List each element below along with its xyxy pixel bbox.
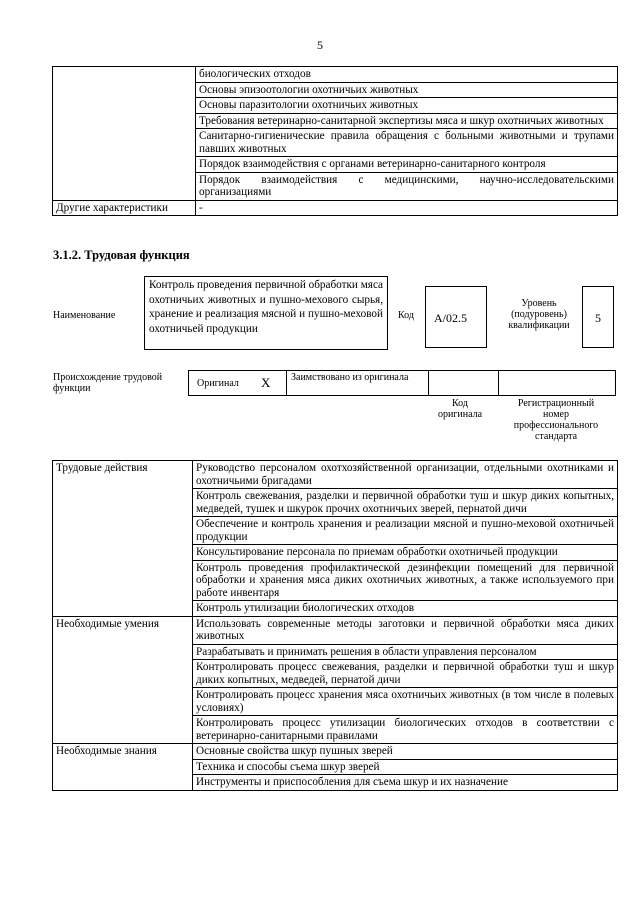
characteristic-cell: Основы паразитологии охотничьих животных — [196, 98, 618, 114]
group-item-cell: Инструменты и приспособления для съема шкур и их назначение — [193, 775, 618, 791]
group-item-cell: Контролировать процесс хранения мяса охотничьих животных (в том числе в полевых условиях) — [193, 688, 618, 716]
characteristic-cell: - — [196, 200, 618, 216]
page-number: 5 — [317, 38, 323, 52]
group-item-cell: Контроль проведения профилактической дезинфекции помещений для первичной обработки и хранения мяса диких охотничьих животных, а также используемого при работе инвентаря — [193, 560, 618, 601]
group-title-cell: Необходимые умения — [53, 616, 193, 744]
row-header-cell — [53, 67, 196, 201]
level-box — [582, 286, 614, 348]
level-value: 5 — [595, 311, 601, 325]
table-row — [53, 67, 618, 83]
origin-table — [188, 370, 616, 396]
group-item-cell: Контролировать процесс свежевания, разделки и первичной обработки туш и шкур диких копытных, медведей, пернатой дичи — [193, 660, 618, 688]
characteristic-cell: Требования ветеринарно-санитарной экспертизы мяса и шкур охотничьих животных — [196, 113, 618, 129]
function-name: Контроль проведения первичной обработки мяса охотничьих животных и пушно-мехового сырья, хранение и реализация мясной и пушно-меховой охотничьей продукции — [149, 279, 384, 335]
code-label: Код — [398, 310, 414, 321]
group-item-cell: Разрабатывать и принимать решения в области управления персоналом — [193, 644, 618, 660]
function-name-box — [144, 276, 388, 350]
group-item-cell: Контроль утилизации биологических отходов — [193, 601, 618, 617]
original-mark: X — [261, 375, 271, 390]
borrowed-label: Заимствовано из оригинала — [291, 372, 409, 383]
group-item-cell: Техника и способы съема шкур зверей — [193, 759, 618, 775]
table-row — [53, 616, 618, 644]
row-header-cell: Другие характеристики — [53, 200, 196, 216]
original-label: Оригинал — [197, 378, 239, 389]
group-title-cell: Необходимые знания — [53, 744, 193, 791]
characteristic-cell: Порядок взаимодействия с медицинскими, научно-исследовательскими организациями — [196, 172, 618, 200]
group-item-cell: Обеспечение и контроль хранения и реализации мясной и пушно-меховой охотничьей продукции — [193, 517, 618, 545]
level-label: Уровень (подуровень) квалификации — [508, 298, 570, 331]
top-characteristics-table — [52, 66, 618, 216]
section-heading: 3.1.2. Трудовая функция — [53, 248, 190, 262]
table-row — [53, 200, 618, 216]
origin-label: Происхождение трудовой функции — [53, 372, 163, 394]
name-label: Наименование — [53, 310, 116, 321]
group-item-cell: Консультирование персонала по приемам обработки охотничьей продукции — [193, 545, 618, 561]
group-item-cell: Контролировать процесс утилизации биологических отходов в соответствии с ветеринарно-санитарными правилами — [193, 716, 618, 744]
code-value: А/02.5 — [434, 311, 467, 325]
characteristic-cell: Основы эпизоотологии охотничьих животных — [196, 82, 618, 98]
group-item-cell: Руководство персоналом охотхозяйственной организации, отдельными охотниками и охотничьими бригадами — [193, 461, 618, 489]
characteristic-cell: биологических отходов — [196, 67, 618, 83]
table-row — [53, 461, 618, 489]
code-caption: Код оригинала — [437, 398, 483, 420]
labor-function-table — [52, 460, 618, 791]
reg-caption: Регистрационный номер профессионального стандарта — [513, 398, 599, 442]
characteristic-cell: Санитарно-гигиенические правила обращения с больными животными и трупами павших животных — [196, 129, 618, 157]
group-item-cell: Основные свойства шкур пушных зверей — [193, 744, 618, 760]
group-item-cell: Контроль свежевания, разделки и первичной обработки туш и шкур диких копытных, медведей, тушек и шкурок прочих охотничьих зверей, пернатой дичи — [193, 489, 618, 517]
code-box — [425, 286, 487, 348]
group-item-cell: Использовать современные методы заготовки и первичной обработки мяса диких животных — [193, 616, 618, 644]
table-row — [53, 744, 618, 760]
characteristic-cell: Порядок взаимодействия с органами ветеринарно-санитарного контроля — [196, 157, 618, 173]
group-title-cell: Трудовые действия — [53, 461, 193, 617]
